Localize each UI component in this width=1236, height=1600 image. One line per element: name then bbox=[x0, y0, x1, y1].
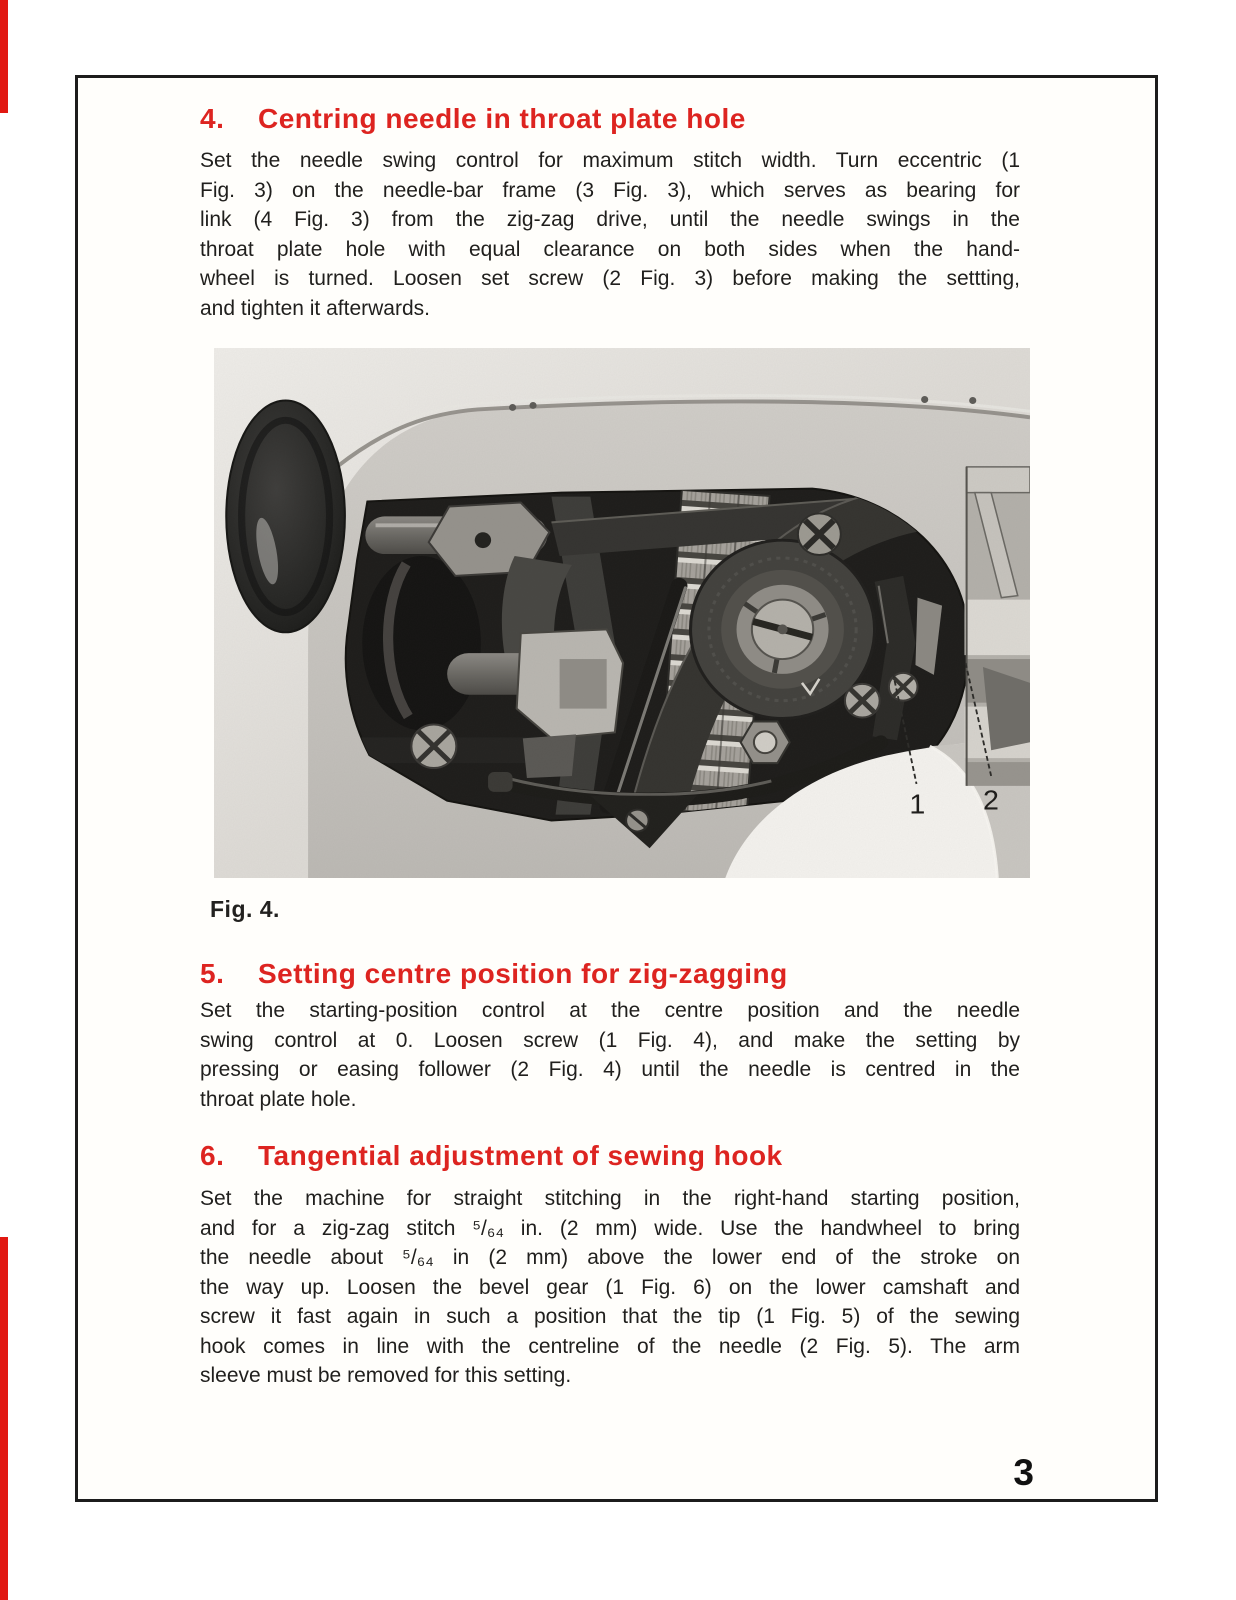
paragraph-line: the way up. Loosen the bevel gear (1 Fig. 6) on the lower camshaft and bbox=[200, 1275, 1020, 1299]
paragraph-line: Set the machine for straight stitching in the right-hand starting position, bbox=[200, 1187, 1020, 1210]
paragraph-line: sleeve must be removed for this setting. bbox=[200, 1364, 572, 1387]
paragraph-line: Fig. 3) on the needle-bar frame (3 Fig. 3), which serves as bearing for bbox=[200, 178, 1020, 202]
photo-grain bbox=[214, 348, 1030, 878]
paragraph-line: link (4 Fig. 3) from the zig-zag drive, until the needle swings in the bbox=[200, 208, 1020, 231]
scan-edge-artifact-top bbox=[0, 0, 8, 113]
section-6-heading bbox=[200, 1140, 1020, 1180]
paragraph-line: swing control at 0. Loosen screw (1 Fig. 4), and make the setting by bbox=[200, 1028, 1020, 1052]
figure-caption: Fig. 4. bbox=[210, 896, 280, 922]
section-number: 6. bbox=[200, 1140, 225, 1171]
figure-photo bbox=[214, 348, 1030, 878]
page-frame bbox=[75, 75, 1158, 1502]
page-number: 3 bbox=[1013, 1452, 1034, 1493]
section-4-paragraph bbox=[200, 146, 1020, 323]
paragraph-line: Set the starting-position control at the centre position and the needle bbox=[200, 999, 1020, 1022]
section-5-heading bbox=[200, 958, 1020, 998]
paragraph-line: Set the needle swing control for maximum stitch width. Turn eccentric (1 bbox=[200, 149, 1020, 172]
paragraph-line: the needle about ⁵/₆₄ in (2 mm) above the lower end of the stroke on bbox=[200, 1246, 1020, 1269]
section-title: Centring needle in throat plate hole bbox=[258, 103, 746, 134]
section-4-heading bbox=[200, 103, 1020, 143]
section-title: Tangential adjustment of sewing hook bbox=[258, 1140, 783, 1171]
section-5-paragraph bbox=[200, 996, 1020, 1114]
paragraph-line: and tighten it afterwards. bbox=[200, 296, 430, 320]
paragraph-line: pressing or easing follower (2 Fig. 4) until the needle is centred in the bbox=[200, 1058, 1020, 1081]
paragraph-line: throat plate hole with equal clearance on both sides when the hand- bbox=[200, 237, 1020, 261]
paragraph-line: throat plate hole. bbox=[200, 1087, 357, 1111]
section-number: 5. bbox=[200, 958, 225, 989]
paragraph-line: wheel is turned. Loosen set screw (2 Fig. 3) before making the settting, bbox=[200, 267, 1020, 290]
paragraph-line: hook comes in line with the centreline of the needle (2 Fig. 5). The arm bbox=[200, 1334, 1020, 1358]
paragraph-line: screw it fast again in such a position that the tip (1 Fig. 5) of the sewing bbox=[200, 1305, 1020, 1328]
section-number: 4. bbox=[200, 103, 225, 134]
scan-edge-artifact-bottom bbox=[0, 1237, 8, 1600]
section-6-paragraph bbox=[200, 1184, 1020, 1391]
section-title: Setting centre position for zig-zagging bbox=[258, 958, 788, 989]
paragraph-line: and for a zig-zag stitch ⁵/₆₄ in. (2 mm) wide. Use the handwheel to bring bbox=[200, 1216, 1020, 1240]
